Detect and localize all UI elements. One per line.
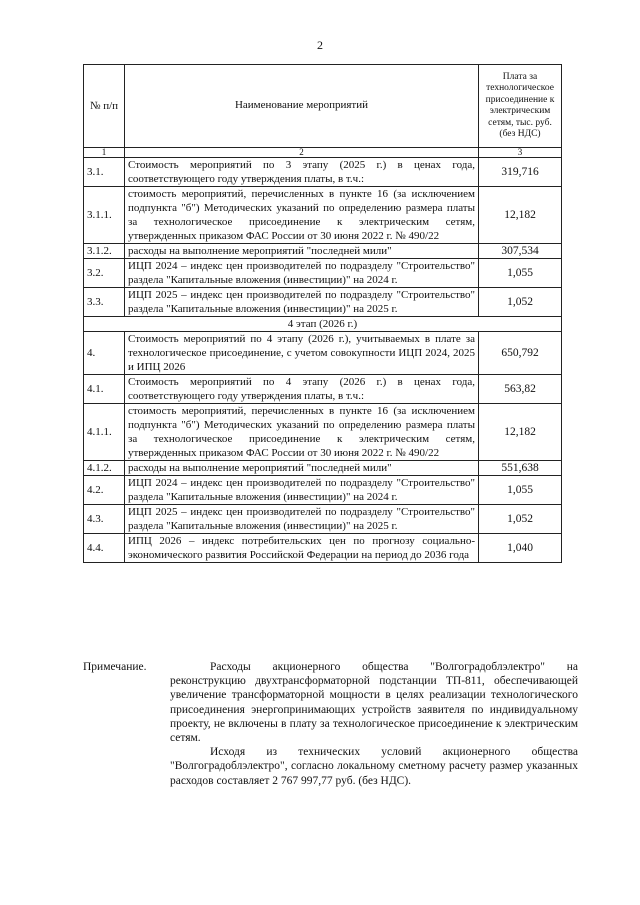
note-label: Примечание. [83, 661, 147, 673]
header-name: Наименование мероприятий [125, 65, 479, 148]
row-value: 650,792 [479, 332, 562, 375]
row-name: ИЦП 2025 – индекс цен производителей по подразделу "Строительство" раздела "Капитальные вложения (инвестиции)" на 2025 г. [125, 505, 479, 534]
table-row [84, 476, 562, 505]
row-value: 319,716 [479, 158, 562, 187]
row-name: расходы на выполнение мероприятий "последней мили" [125, 461, 479, 476]
note-paragraph: Расходы акционерного общества "Волгоградоблэлектро" на реконструкцию двухтрансформаторной подстанции ТП-811, обеспечивающей увеличение трансформаторной мощности в целях реализации технологического присоединения энергопринимающих устройств заявителя по индивидуальному проекту, не включены в плату за технологическое присоединение к электрическим сетям. [170, 661, 578, 745]
note-body [170, 660, 578, 788]
row-name: ИЦП 2024 – индекс цен производителей по подразделу "Строительство" раздела "Капитальные вложения (инвестиции)" на 2024 г. [125, 259, 479, 288]
row-name: стоимость мероприятий, перечисленных в пункте 16 (за исключением подпункта "б") Методических указаний по определению размера платы за технологическое присоединение к электрическим сетям, утвержденных приказом ФАС России от 30 июня 2022 г. № 490/22 [125, 404, 479, 461]
row-number: 4.3. [84, 505, 125, 534]
row-name: стоимость мероприятий, перечисленных в пункте 16 (за исключением подпункта "б") Методических указаний по определению размера платы за технологическое присоединение к электрическим сетям, утвержденных приказом ФАС России от 30 июня 2022 г. № 490/22 [125, 187, 479, 244]
table-row [84, 375, 562, 404]
table-row [84, 244, 562, 259]
row-name: ИПЦ 2026 – индекс потребительских цен по прогнозу социально-экономического развития Российской Федерации на период до 2036 года [125, 534, 479, 563]
fee-table [83, 64, 562, 563]
row-name: расходы на выполнение мероприятий "последней мили" [125, 244, 479, 259]
table-row [84, 534, 562, 563]
row-number: 4. [84, 332, 125, 375]
row-number: 3.1. [84, 158, 125, 187]
note-section [83, 660, 578, 788]
table-header-row [84, 65, 562, 148]
column-index: 1 [84, 148, 125, 158]
row-value: 1,055 [479, 476, 562, 505]
row-number: 4.1. [84, 375, 125, 404]
row-value: 307,534 [479, 244, 562, 259]
table-row [84, 187, 562, 244]
table-row [84, 332, 562, 375]
row-value: 1,052 [479, 288, 562, 317]
row-number: 4.1.1. [84, 404, 125, 461]
row-name: Стоимость мероприятий по 3 этапу (2025 г.) в ценах года, соответствующего году утверждения платы, в т.ч.: [125, 158, 479, 187]
stage-row [84, 317, 562, 332]
row-value: 12,182 [479, 187, 562, 244]
row-number: 3.1.1. [84, 187, 125, 244]
row-number: 3.2. [84, 259, 125, 288]
row-value: 1,040 [479, 534, 562, 563]
stage-title: 4 этап (2026 г.) [84, 317, 562, 332]
row-name: Стоимость мероприятий по 4 этапу (2026 г.), учитываемых в плате за технологическое присоединение, с учетом совокупности ИЦП 2024, 2025 и ИПЦ 2026 [125, 332, 479, 375]
header-number: № п/п [84, 65, 125, 148]
row-value: 12,182 [479, 404, 562, 461]
table-row [84, 404, 562, 461]
row-number: 3.1.2. [84, 244, 125, 259]
row-name: Стоимость мероприятий по 4 этапу (2026 г.) в ценах года, соответствующего году утверждения платы, в т.ч.: [125, 375, 479, 404]
row-number: 3.3. [84, 288, 125, 317]
column-index: 2 [125, 148, 479, 158]
row-number: 4.4. [84, 534, 125, 563]
page-number: 2 [317, 38, 323, 52]
table-row [84, 288, 562, 317]
row-name: ИЦП 2025 – индекс цен производителей по подразделу "Строительство" раздела "Капитальные вложения (инвестиции)" на 2025 г. [125, 288, 479, 317]
table-row [84, 158, 562, 187]
row-name: ИЦП 2024 – индекс цен производителей по подразделу "Строительство" раздела "Капитальные вложения (инвестиции)" на 2024 г. [125, 476, 479, 505]
row-value: 563,82 [479, 375, 562, 404]
row-value: 1,052 [479, 505, 562, 534]
table-row [84, 259, 562, 288]
row-value: 1,055 [479, 259, 562, 288]
row-value: 551,638 [479, 461, 562, 476]
note-paragraph: Исходя из технических условий акционерного общества "Волгоградоблэлектро", согласно локальному сметному расчету размер указанных расходов составляет 2 767 997,77 руб. (без НДС). [170, 746, 578, 787]
column-index-row [84, 148, 562, 158]
table-row [84, 461, 562, 476]
table-row [84, 505, 562, 534]
row-number: 4.2. [84, 476, 125, 505]
row-number: 4.1.2. [84, 461, 125, 476]
column-index: 3 [479, 148, 562, 158]
header-fee: Плата за технологическое присоединение к электрическим сетям, тыс. руб. (без НДС) [479, 65, 562, 148]
